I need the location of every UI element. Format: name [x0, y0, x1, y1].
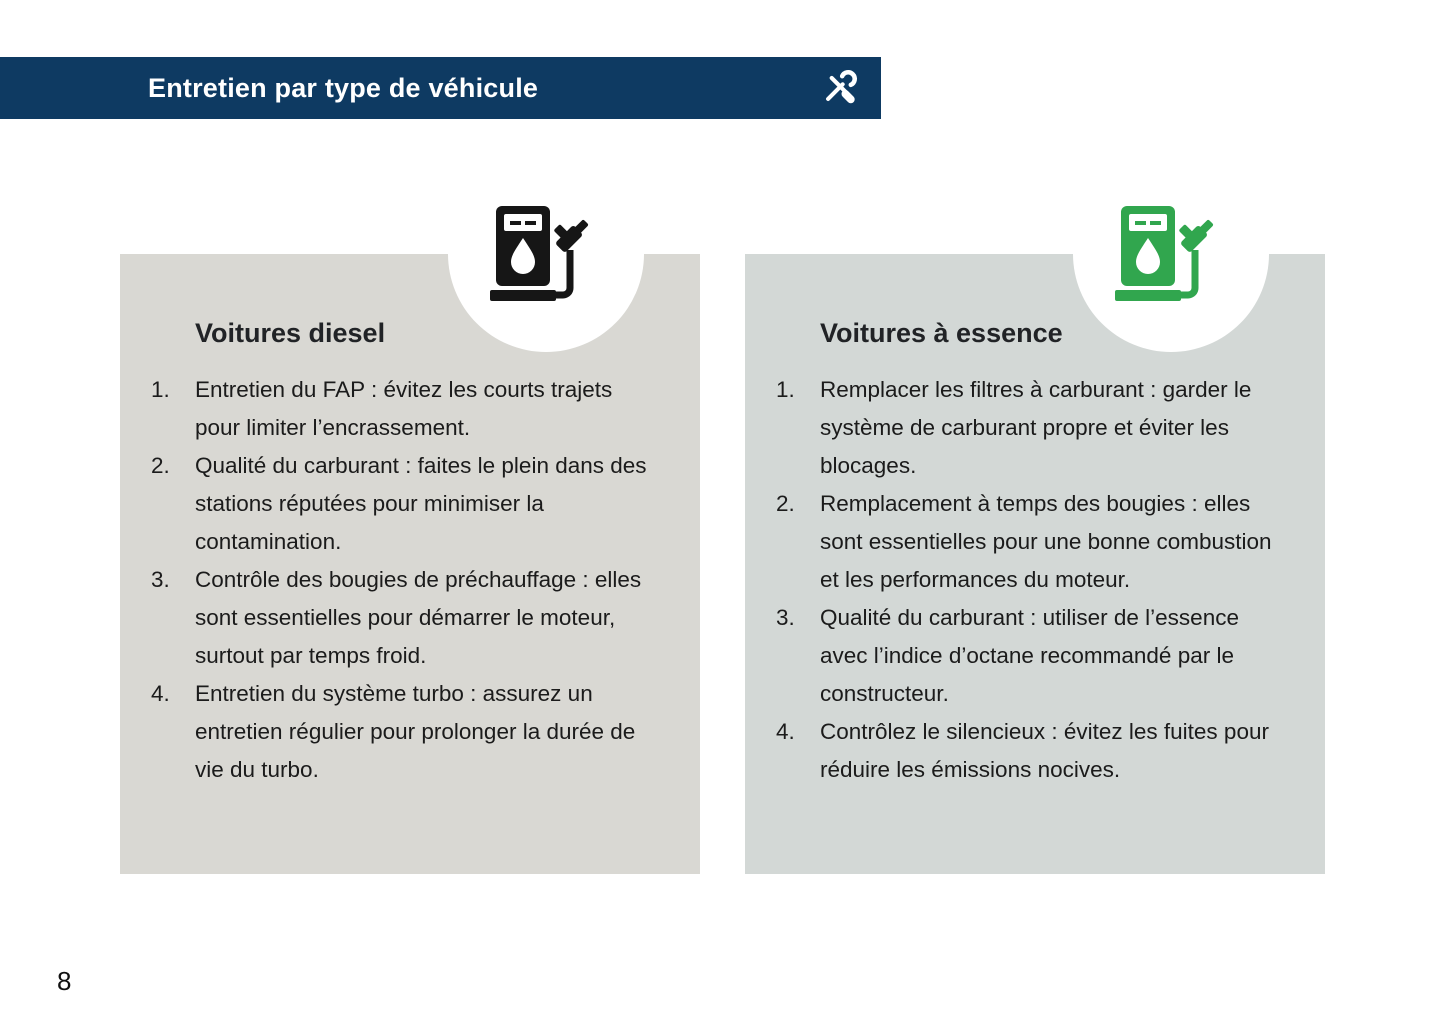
list-item: Remplacement à temps des bougies : elles sont essentielles pour une bonne combustion et les performances du moteur. — [820, 491, 1272, 592]
list-item: Remplacer les filtres à carburant : garder le système de carburant propre et éviter les blocages. — [820, 377, 1252, 478]
tools-icon — [819, 68, 859, 108]
header-bar — [0, 57, 881, 119]
list-item: Contrôle des bougies de préchauffage : elles sont essentielles pour démarrer le moteur, surtout par temps froid. — [195, 567, 642, 668]
list-item: Qualité du carburant : utiliser de l’essence avec l’indice d’octane recommandé par le constructeur. — [820, 605, 1239, 706]
cards-row — [120, 254, 1325, 874]
page-number: 8 — [57, 966, 72, 996]
card-title-essence: Voitures à essence — [820, 318, 1063, 348]
page-title: Entretien par type de véhicule — [148, 72, 539, 103]
list-item: Contrôlez le silencieux : évitez les fuites pour réduire les émissions nocives. — [820, 719, 1269, 782]
card-diesel — [120, 254, 700, 874]
maintenance-list-diesel — [195, 371, 662, 789]
card-title-diesel: Voitures diesel — [195, 318, 386, 348]
card-essence — [745, 254, 1325, 874]
list-item: Entretien du FAP : évitez les courts trajets pour limiter l’encrassement. — [195, 377, 613, 440]
list-item: Entretien du système turbo : assurez un entretien régulier pour prolonger la durée de vie du turbo. — [195, 681, 636, 782]
fuel-pump-icon — [448, 156, 644, 352]
list-item: Qualité du carburant : faites le plein dans des stations réputées pour minimiser la contamination. — [195, 453, 647, 554]
maintenance-list-essence — [820, 371, 1287, 789]
fuel-pump-icon — [1073, 156, 1269, 352]
